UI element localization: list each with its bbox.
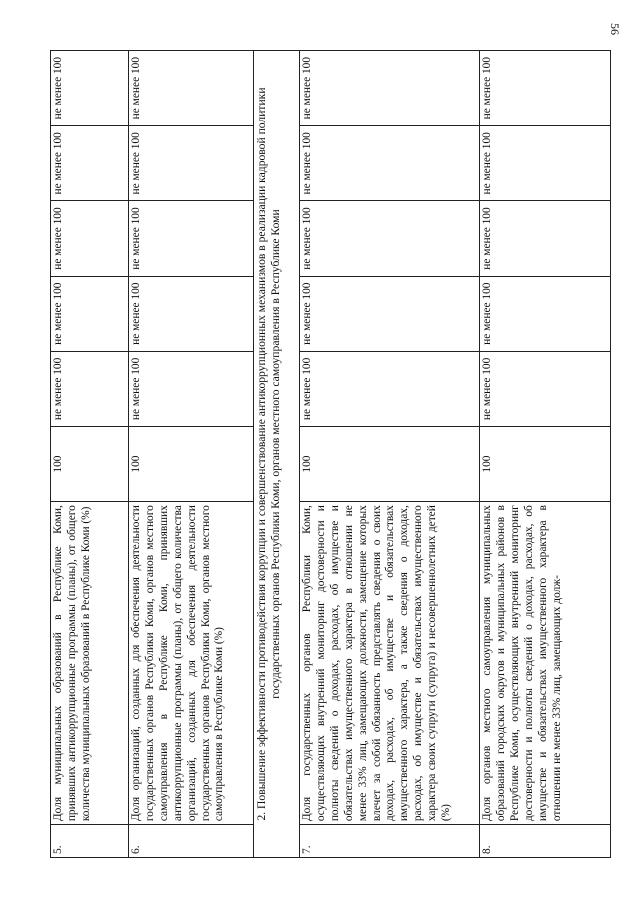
indicator-value: 100 <box>51 426 129 501</box>
indicator-value: не менее 100 <box>51 126 129 201</box>
indicator-text: Доля муниципальных образований в Республике Коми, принявших антикоррупционные программы (планы), от общего количества муниципальных образований в Республике Коми (%) <box>51 502 129 825</box>
indicator-value: не менее 100 <box>129 51 254 126</box>
indicator-value: не менее 100 <box>480 351 611 426</box>
page-number: 56 <box>608 23 622 35</box>
rotated-page-content <box>50 50 610 858</box>
indicator-value: не менее 100 <box>480 126 611 201</box>
indicators-table <box>50 50 611 858</box>
indicator-value: не менее 100 <box>51 201 129 276</box>
indicator-value: не менее 100 <box>51 51 129 126</box>
indicator-value: не менее 100 <box>300 201 480 276</box>
indicator-value: не менее 100 <box>129 276 254 351</box>
table-row <box>51 51 129 858</box>
indicator-value: не менее 100 <box>51 276 129 351</box>
indicator-value: не менее 100 <box>51 351 129 426</box>
indicator-value: не менее 100 <box>300 126 480 201</box>
indicator-text: Доля организаций, созданных для обеспечения деятельности государственных органов Республики Коми, органов местного самоуправления в Республике Коми, принявших антикоррупционные программы (планы), от общего количества организаций, созданных для обеспечения деятельности государственных органов Республики Коми, органов местного самоуправления в Республике Коми (%) <box>129 502 254 825</box>
indicator-value: не менее 100 <box>129 351 254 426</box>
section-heading: 2. Повышение эффективности противодействия коррупции и совершенствование антикоррупционных механизмов в реализации кадровой политики государственных органов Республики Коми, органов местного самоуправления в Республике Коми <box>254 51 300 858</box>
row-number: 5. <box>51 825 129 858</box>
indicator-value: не менее 100 <box>480 276 611 351</box>
indicator-text: Доля государственных органов Республики Коми, осуществляющих внутренний мониторинг достоверности и полноты сведений о доходах, расходах, об имуществе и обязательствах имущественного характера в отношении не менее 33% лиц, замещающих должности, замещение которых влечет за собой обязанность представлять сведения о своих доходах, расходах, об имуществе и обязательствах имущественного характера, а также сведения о доходах, расходах, об имуществе и обязательствах имущественного характера своих супруги (супруга) и несовершеннолетних детей (%) <box>300 502 480 825</box>
table-row <box>480 51 611 858</box>
indicator-value: 100 <box>480 426 611 501</box>
row-number: 7. <box>300 825 480 858</box>
section-row <box>254 51 300 858</box>
indicator-value: не менее 100 <box>300 51 480 126</box>
indicator-value: не менее 100 <box>480 51 611 126</box>
indicator-value: не менее 100 <box>129 126 254 201</box>
table-row <box>300 51 480 858</box>
row-number: 8. <box>480 825 611 858</box>
indicator-value: не менее 100 <box>129 201 254 276</box>
table-row <box>129 51 254 858</box>
indicator-value: 100 <box>300 426 480 501</box>
indicator-value: не менее 100 <box>300 276 480 351</box>
row-number: 6. <box>129 825 254 858</box>
indicator-value: не менее 100 <box>480 201 611 276</box>
indicator-value: 100 <box>129 426 254 501</box>
indicator-text: Доля органов местного самоуправления муниципальных образований городских округов и муниципальных районов в Республике Коми, осуществляющих внутренний мониторинг достоверности и полноты сведений о доходах, расходах, об имуществе и обязательствах имущественного характера в отношении не менее 33% лиц, замещающих долж- <box>480 502 611 825</box>
indicator-value: не менее 100 <box>300 351 480 426</box>
